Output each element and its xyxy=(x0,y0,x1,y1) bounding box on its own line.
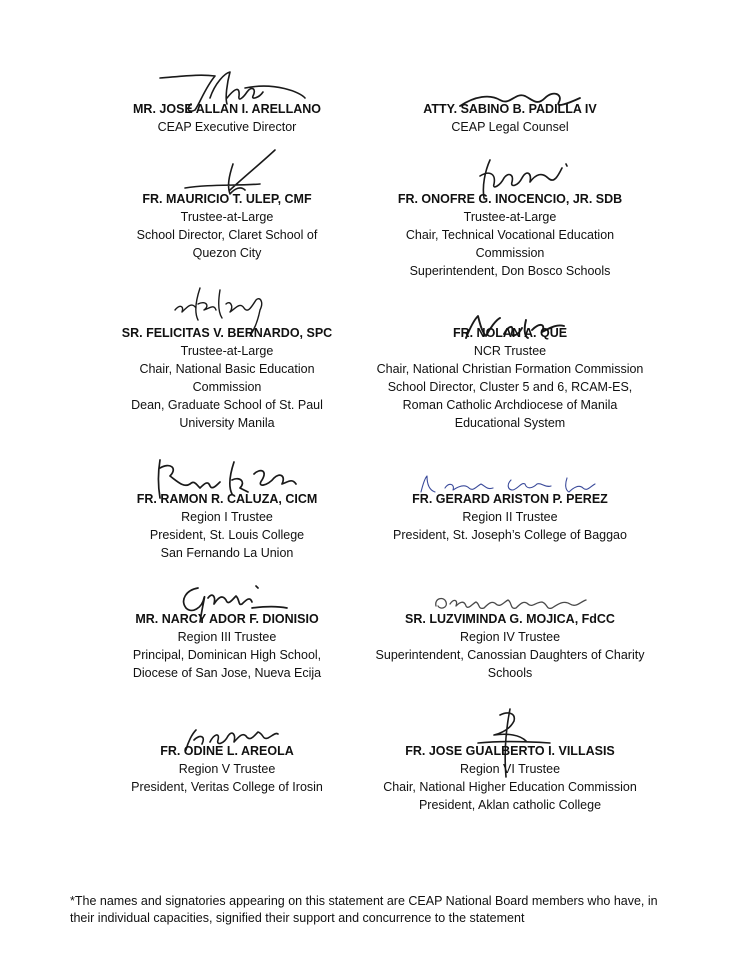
signatory-title: Trustee-at-Large xyxy=(180,210,274,224)
signatory-title: Roman Catholic Archdiocese of Manila xyxy=(402,398,618,412)
signatory-title: Chair, Technical Vocational Education xyxy=(405,228,615,242)
signatory-name: MR. NARCY ADOR F. DIONISIO xyxy=(135,612,319,626)
signatory-block xyxy=(360,742,660,814)
signatory-title: Region I Trustee xyxy=(181,510,273,524)
signatory-name: FR. GERARD ARISTON P. PEREZ xyxy=(412,492,608,506)
signatory-block xyxy=(77,324,377,432)
signatory-title: Chair, National Basic Education xyxy=(139,362,315,376)
signatory-name: MR. JOSE ALLAN I. ARELLANO xyxy=(133,102,321,116)
signatory-title: Superintendent, Canossian Daughters of Charity xyxy=(375,648,645,662)
signatory-title: Schools xyxy=(487,666,533,680)
signatory-block xyxy=(360,490,660,544)
signatory-name: SR. FELICITAS V. BERNARDO, SPC xyxy=(121,326,333,340)
signatory-block xyxy=(77,190,377,262)
signatory-title: San Fernando La Union xyxy=(160,546,294,560)
signatory-title: Commission xyxy=(475,246,545,260)
signatory-name: FR. MAURICIO T. ULEP, CMF xyxy=(142,192,312,206)
signatory-title: Region II Trustee xyxy=(462,510,558,524)
signatory-block xyxy=(77,490,377,562)
signatory-block xyxy=(77,610,377,682)
signatory-title: Chair, National Higher Education Commission xyxy=(383,780,637,794)
signatory-block xyxy=(360,190,660,280)
signatory-name: FR. RAMON R. CALUZA, CICM xyxy=(136,492,318,506)
signatory-name: FR. NOLAN A. QUE xyxy=(452,326,568,340)
signatory-block xyxy=(360,324,660,432)
signatory-title: Trustee-at-Large xyxy=(180,344,274,358)
signatory-name: FR. ONOFRE G. INOCENCIO, JR. SDB xyxy=(397,192,623,206)
signatory-block xyxy=(77,742,377,796)
footnote: *The names and signatories appearing on this statement are CEAP National Board members who have, in their individual capacities, signified their support and concurrence to the statement xyxy=(70,894,658,925)
signatory-name: FR. ODINE L. AREOLA xyxy=(160,744,294,758)
signatory-block xyxy=(360,610,660,682)
signatory-title: President, St. Joseph’s College of Baggao xyxy=(393,528,627,542)
signatory-title: Commission xyxy=(192,380,262,394)
signatory-block xyxy=(77,100,377,136)
signatory-title: Region III Trustee xyxy=(177,630,277,644)
signatory-title: Superintendent, Don Bosco Schools xyxy=(409,264,611,278)
signatory-title: President, Aklan catholic College xyxy=(418,798,602,812)
signatory-name: SR. LUZVIMINDA G. MOJICA, FdCC xyxy=(405,612,615,626)
signatory-title: Region V Trustee xyxy=(178,762,276,776)
signatory-name: FR. JOSE GUALBERTO I. VILLASIS xyxy=(405,744,615,758)
signatory-title: Dean, Graduate School of St. Paul xyxy=(131,398,323,412)
signatory-title: Region IV Trustee xyxy=(459,630,561,644)
signatory-title: NCR Trustee xyxy=(473,344,547,358)
signatory-title: Principal, Dominican High School, xyxy=(132,648,322,662)
signatory-title: Region VI Trustee xyxy=(459,762,561,776)
signatory-title: President, Veritas College of Irosin xyxy=(131,780,323,794)
signature-stroke xyxy=(436,599,586,609)
signatory-title: Diocese of San Jose, Nueva Ecija xyxy=(132,666,322,680)
signatory-name: ATTY. SABINO B. PADILLA IV xyxy=(423,102,597,116)
signatory-title: CEAP Legal Counsel xyxy=(451,120,569,134)
signatory-block xyxy=(360,100,660,136)
signature-stroke xyxy=(185,150,275,194)
signatory-title: Educational System xyxy=(454,416,566,430)
signatory-title: School Director, Cluster 5 and 6, RCAM-ES, xyxy=(387,380,633,394)
signatory-title: Trustee-at-Large xyxy=(463,210,557,224)
signatory-title: Quezon City xyxy=(192,246,262,260)
signatory-title: President, St. Louis College xyxy=(149,528,305,542)
signatory-title: Chair, National Christian Formation Commission xyxy=(376,362,644,376)
signatory-title: CEAP Executive Director xyxy=(157,120,297,134)
signatory-title: School Director, Claret School of xyxy=(136,228,318,242)
signatory-title: University Manila xyxy=(179,416,275,430)
